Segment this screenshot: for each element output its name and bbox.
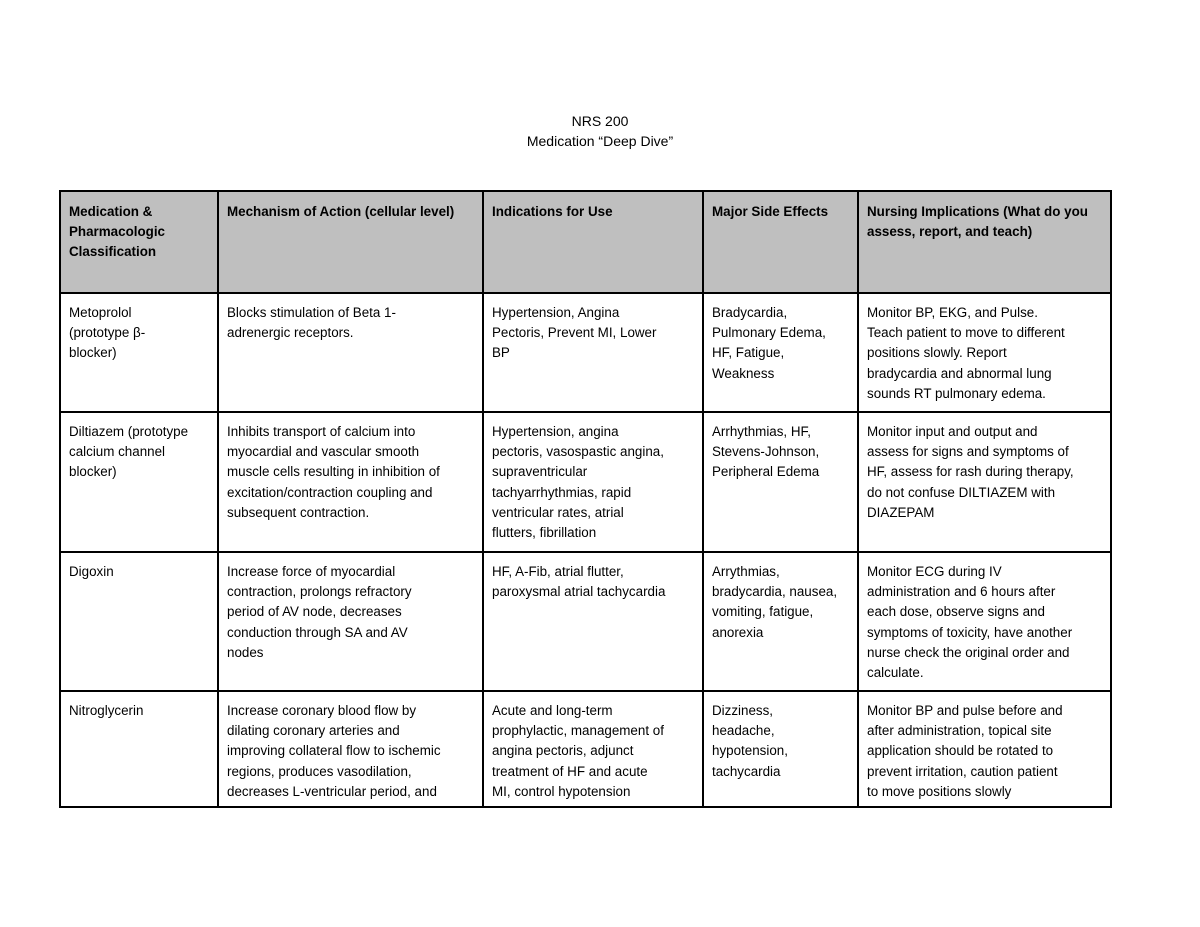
cell-side-effects: Dizziness, headache, hypotension, tachycardia [703,691,858,807]
column-header-medication: Medication & Pharmacologic Classification [60,191,218,293]
cell-medication: Diltiazem (prototype calcium channel blocker) [60,412,218,552]
cell-nursing-implications: Monitor BP and pulse before and after administration, topical site application should be rotated to prevent irritation, caution patient to move positions slowly [858,691,1111,807]
document-header [0,111,1200,151]
document-title: Medication “Deep Dive” [526,133,674,149]
cell-indications: HF, A-Fib, atrial flutter, paroxysmal atrial tachycardia [483,552,703,691]
cell-mechanism: Inhibits transport of calcium into myocardial and vascular smooth muscle cells resulting in inhibition of excitation/contraction coupling and subsequent contraction. [218,412,483,552]
cell-side-effects: Bradycardia, Pulmonary Edema, HF, Fatigue, Weakness [703,293,858,412]
table-header-row [60,191,1111,293]
cell-medication: Metoprolol (prototype β- blocker) [60,293,218,412]
column-header-side-effects: Major Side Effects [703,191,858,293]
table-row [60,412,1111,552]
table-row [60,691,1111,807]
cell-side-effects: Arrythmias, bradycardia, nausea, vomiting, fatigue, anorexia [703,552,858,691]
table-row [60,552,1111,691]
table-row [60,293,1111,412]
cell-mechanism: Increase coronary blood flow by dilating coronary arteries and improving collateral flow to ischemic regions, produces vasodilation, decreases L-ventricular period, and [218,691,483,807]
cell-medication: Digoxin [60,552,218,691]
cell-indications: Acute and long-term prophylactic, management of angina pectoris, adjunct treatment of HF and acute MI, control hypotension [483,691,703,807]
column-header-nursing-implications: Nursing Implications (What do you assess, report, and teach) [858,191,1111,293]
course-code: NRS 200 [571,113,629,129]
cell-side-effects: Arrhythmias, HF, Stevens-Johnson, Peripheral Edema [703,412,858,552]
cell-indications: Hypertension, Angina Pectoris, Prevent MI, Lower BP [483,293,703,412]
cell-nursing-implications: Monitor ECG during IV administration and 6 hours after each dose, observe signs and symptoms of toxicity, have another nurse check the original order and calculate. [858,552,1111,691]
cell-mechanism: Increase force of myocardial contraction, prolongs refractory period of AV node, decreases conduction through SA and AV nodes [218,552,483,691]
column-header-mechanism: Mechanism of Action (cellular level) [218,191,483,293]
cell-nursing-implications: Monitor BP, EKG, and Pulse. Teach patient to move to different positions slowly. Report bradycardia and abnormal lung sounds RT pulmonary edema. [858,293,1111,412]
column-header-indications: Indications for Use [483,191,703,293]
medication-table [59,190,1112,808]
cell-mechanism: Blocks stimulation of Beta 1- adrenergic receptors. [218,293,483,412]
cell-medication: Nitroglycerin [60,691,218,807]
cell-nursing-implications: Monitor input and output and assess for signs and symptoms of HF, assess for rash during therapy, do not confuse DILTIAZEM with DIAZEPAM [858,412,1111,552]
cell-indications: Hypertension, angina pectoris, vasospastic angina, supraventricular tachyarrhythmias, rapid ventricular rates, atrial flutters, fibrillation [483,412,703,552]
